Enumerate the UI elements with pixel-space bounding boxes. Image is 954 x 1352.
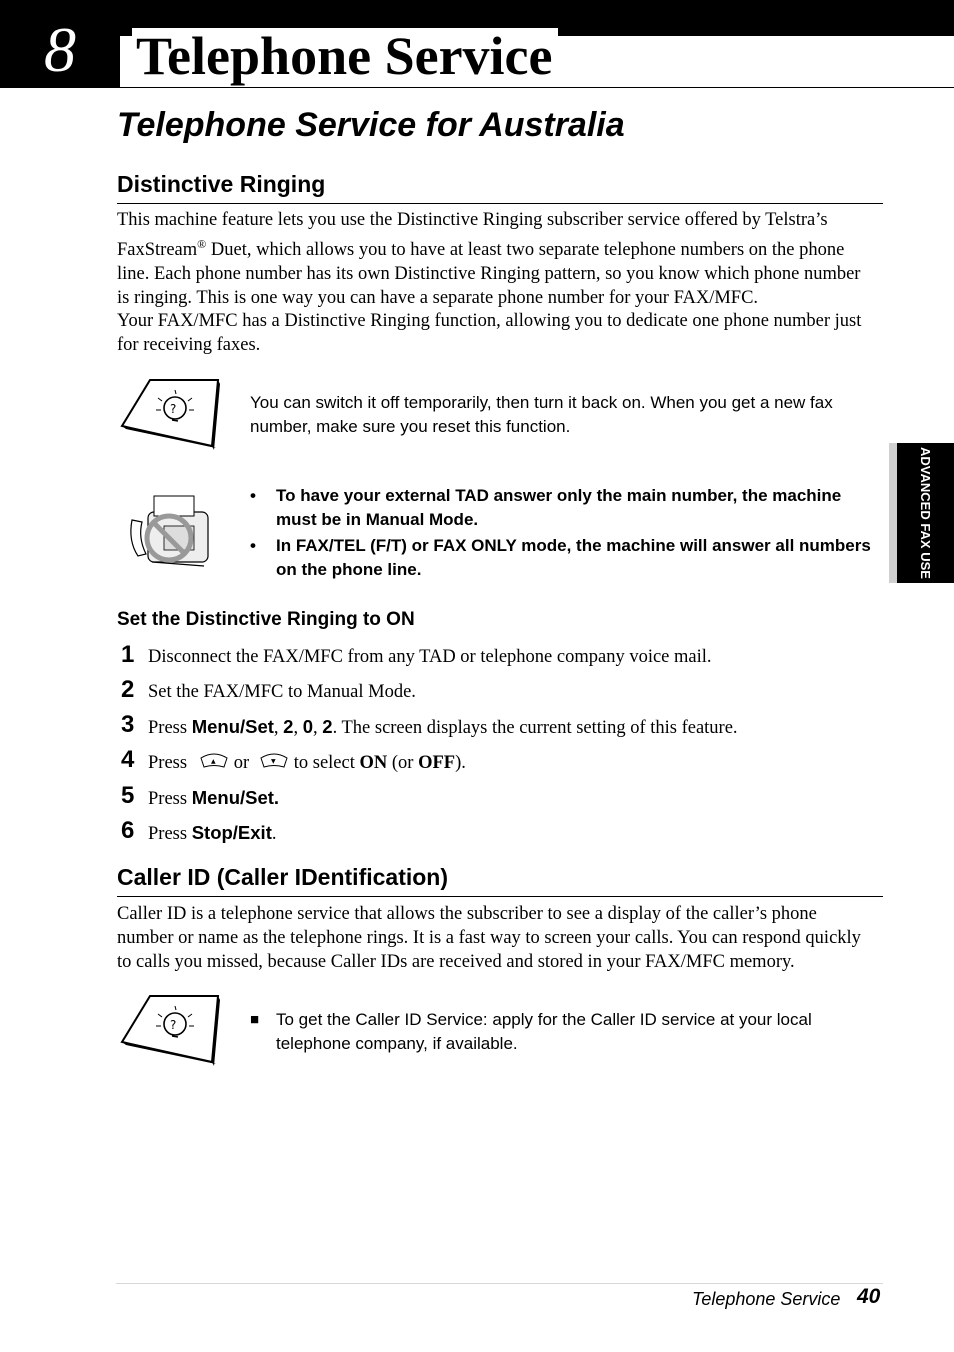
bullet: • bbox=[250, 536, 256, 555]
text-span: Press bbox=[148, 718, 192, 738]
text-line: In FAX/TEL (F/T) or FAX ONLY mode, the machine will answer all numbers bbox=[276, 536, 871, 555]
heading-rule bbox=[117, 203, 883, 204]
text-span: FaxStream bbox=[117, 240, 198, 261]
heading-distinctive-ringing: Distinctive Ringing bbox=[117, 171, 326, 197]
key-0: 0 bbox=[302, 716, 314, 737]
down-arrow-key-icon bbox=[258, 750, 290, 777]
step-text bbox=[148, 750, 466, 777]
heading-set-distinctive-on: Set the Distinctive Ringing to ON bbox=[117, 609, 415, 630]
text-span: or bbox=[233, 752, 250, 773]
note-item bbox=[250, 1008, 870, 1056]
text-line: This machine feature lets you use the Distinctive Ringing subscriber service offered by Telstra’s bbox=[117, 210, 828, 230]
svg-text:?: ? bbox=[170, 402, 177, 416]
text-span: to select bbox=[293, 752, 360, 773]
step-number: 4 bbox=[121, 746, 135, 773]
chapter-rule bbox=[120, 87, 954, 88]
key-2: 2 bbox=[322, 716, 333, 737]
square-bullet-icon: ■ bbox=[250, 1011, 260, 1028]
text-span: Press bbox=[148, 789, 192, 809]
step-text: Disconnect the FAX/MFC from any TAD or telephone company voice mail. bbox=[148, 647, 712, 667]
text-span: Duet, which allows you to have at least two separate telephone numbers on the phone bbox=[206, 240, 845, 261]
section-title: Telephone Service for Australia bbox=[117, 106, 625, 144]
value-off: OFF bbox=[418, 752, 456, 773]
key-stop-exit: Stop/Exit bbox=[191, 822, 272, 843]
text-line: is ringing. This is one way you can have a separate phone number for your FAX/MFC. bbox=[117, 288, 759, 309]
side-tab-label: ADVANCED FAX USE bbox=[918, 447, 933, 579]
chapter-number: 8 bbox=[44, 14, 76, 85]
step-number: 1 bbox=[121, 641, 135, 668]
note-caller-id-service bbox=[250, 1008, 870, 1056]
text-line: Your FAX/MFC has a Distinctive Ringing function, allowing you to dedicate one phone number just bbox=[117, 311, 862, 331]
step-text bbox=[148, 786, 279, 811]
text-line bbox=[117, 232, 887, 262]
registered-mark: ® bbox=[197, 237, 207, 251]
step-text bbox=[148, 715, 738, 740]
text-span: , bbox=[293, 718, 303, 738]
step-number: 3 bbox=[121, 711, 135, 738]
text-line: must be in Manual Mode. bbox=[276, 510, 479, 529]
step-number: 5 bbox=[121, 782, 135, 809]
bullet: • bbox=[250, 486, 256, 505]
note-reset-function bbox=[250, 391, 870, 439]
step-text bbox=[148, 821, 276, 846]
text-line: Caller ID is a telephone service that allows the subscriber to see a display of the caller’s phone bbox=[117, 904, 817, 924]
text-span: Press bbox=[148, 752, 188, 773]
lightbulb-note-icon bbox=[120, 378, 220, 457]
key-menu-set: Menu/Set. bbox=[191, 787, 280, 808]
key-2: 2 bbox=[283, 716, 294, 737]
up-arrow-key-icon bbox=[198, 750, 230, 777]
text-line: on the phone line. bbox=[276, 560, 422, 579]
chapter-title: Telephone Service bbox=[132, 28, 558, 84]
text-line: number or name as the telephone rings. It is a fast way to screen your calls. You can respond quickly bbox=[117, 928, 861, 948]
svg-text:▲: ▲ bbox=[210, 758, 216, 765]
text-span: Press bbox=[148, 824, 192, 844]
text-line: number, make sure you reset this function. bbox=[250, 417, 571, 436]
heading-caller-id: Caller ID (Caller IDentification) bbox=[117, 864, 449, 890]
footer-label: Telephone Service bbox=[692, 1289, 841, 1309]
text-line: to calls you missed, because Caller IDs are received and stored in your FAX/MFC memory. bbox=[117, 952, 795, 972]
paragraph-distinctive-intro bbox=[117, 208, 887, 310]
step-text: Set the FAX/MFC to Manual Mode. bbox=[148, 682, 416, 702]
text-span: , bbox=[313, 718, 323, 738]
lightbulb-note-icon bbox=[120, 994, 220, 1073]
text-line: telephone company, if available. bbox=[276, 1034, 518, 1053]
text-line: line. Each phone number has its own Distinctive Ringing pattern, so you know which phone number bbox=[117, 264, 861, 285]
svg-text:▼: ▼ bbox=[270, 758, 276, 765]
warning-item bbox=[250, 534, 890, 582]
footer-rule bbox=[116, 1283, 883, 1284]
step-number: 6 bbox=[121, 817, 135, 844]
text-span: . The screen displays the current setting of this feature. bbox=[332, 718, 738, 738]
warning-list bbox=[250, 484, 890, 582]
key-menu-set: Menu/Set bbox=[191, 716, 274, 737]
svg-text:?: ? bbox=[170, 1018, 177, 1032]
paragraph-caller-id bbox=[117, 902, 887, 974]
heading-rule bbox=[117, 896, 883, 897]
page-number: 40 bbox=[857, 1285, 881, 1308]
text-line: for receiving faxes. bbox=[117, 335, 261, 355]
text-line: To get the Caller ID Service: apply for the Caller ID service at your local bbox=[276, 1010, 812, 1029]
fax-machine-prohibited-icon bbox=[124, 486, 224, 586]
text-span: , bbox=[273, 718, 284, 738]
value-on: ON bbox=[359, 752, 388, 773]
text-span: . bbox=[271, 824, 277, 844]
paragraph-distinctive-function bbox=[117, 309, 887, 357]
text-span: (or bbox=[387, 752, 419, 773]
text-line: You can switch it off temporarily, then turn it back on. When you get a new fax bbox=[250, 393, 833, 412]
text-span: ). bbox=[455, 752, 466, 773]
warning-item bbox=[250, 484, 890, 532]
text-line: To have your external TAD answer only the main number, the machine bbox=[276, 486, 842, 505]
step-number: 2 bbox=[121, 676, 135, 703]
